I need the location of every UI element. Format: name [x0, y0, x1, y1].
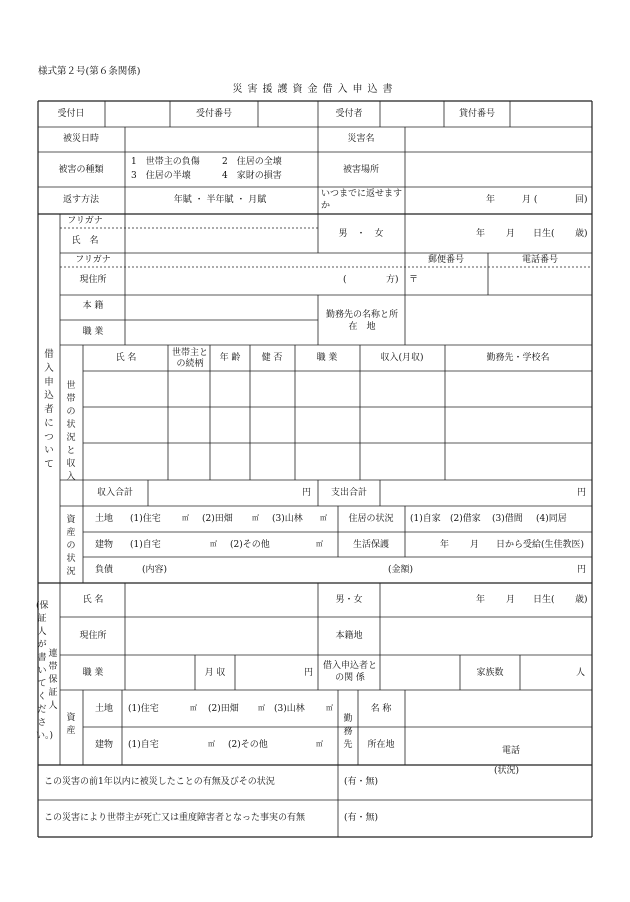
shunyu-yen: 円: [302, 488, 312, 498]
g-land-opt-1: (1)住宅: [128, 704, 159, 714]
assets-side-label: 資産の状況: [66, 515, 76, 578]
higai-basho-label: 被害場所: [342, 165, 380, 175]
g-shisan-label: 資産: [66, 713, 76, 737]
g-birth-nen: 年: [476, 595, 486, 605]
g-sex: 男・女: [335, 595, 363, 605]
shishutsu-yen: 円: [577, 488, 587, 498]
applicant-birth-sai: 歳): [575, 229, 588, 239]
fusai-label: 負債: [95, 565, 114, 575]
col-shimei: 氏 名: [115, 353, 137, 363]
col-shunyu: 収入(月収): [380, 353, 424, 363]
g-birth-tsuki: 月: [506, 595, 516, 605]
tatemono-label: 建物: [95, 540, 114, 550]
kinmu-saki-label: 勤務先の名称と所 在 地: [325, 310, 408, 333]
g-shimei-label: 氏 名: [82, 595, 104, 605]
kata-open: (: [343, 275, 347, 285]
g-land-unit-3: ㎡: [326, 704, 333, 712]
col-nenrei: 年 齢: [219, 353, 241, 363]
shishutsu-gokei-label: 支出合計: [330, 488, 368, 498]
col-shokugyo: 職 業: [316, 353, 338, 363]
land-opt-3: (3)山林: [272, 514, 303, 524]
applicant-birth-tsuki: 月: [506, 229, 516, 239]
land-unit-3: ㎡: [320, 514, 327, 522]
col-kenpi: 健 否: [261, 353, 283, 363]
yubin-label: 郵便番号: [427, 255, 465, 265]
hisai-nichiji-label: 被災日時: [62, 134, 100, 144]
kashitsuke-bango-label: 貸付番号: [458, 109, 496, 119]
g-land-unit-1: ㎡: [190, 704, 197, 712]
g-land-opt-2: (2)田畑: [208, 704, 239, 714]
housing-opt-4: (4)同居: [536, 514, 567, 524]
welfare-nen: 年: [440, 540, 450, 550]
uketsuke-bango-label: 受付番号: [195, 109, 233, 119]
past-disaster-umu: (有・無): [344, 777, 379, 787]
g-bldg-unit-2: ㎡: [316, 740, 323, 748]
jukyo-jokyo-label: 住居の状況: [348, 514, 394, 524]
land-unit-1: ㎡: [182, 514, 189, 522]
g-bldg-opt-1: (1)自宅: [128, 740, 159, 750]
housing-opt-3: (3)借間: [492, 514, 523, 524]
g-genjusho-label: 現住所: [79, 631, 107, 641]
fusai-naiyo: (内容): [142, 565, 168, 575]
postal-mark: 〒: [409, 275, 419, 285]
land-opt-1: (1)住宅: [130, 514, 161, 524]
damage-option-3: 3 住居の半壊: [131, 171, 191, 181]
past-disaster-label: この災害の前1年以内に被災したことの有無及びその状況: [44, 777, 275, 787]
g-tatemono-label: 建物: [95, 740, 114, 750]
seikatsu-hogo-label: 生活保護: [352, 540, 390, 550]
g-tochi-label: 土地: [95, 704, 114, 714]
col-kinmusaki: 勤務先・学校名: [486, 353, 550, 363]
g-kankei-label: 借入申込者との関 係: [322, 661, 377, 683]
g-gesshu-label: 月 収: [204, 668, 226, 678]
furigana2-label: フリガナ: [75, 255, 111, 265]
past-disaster-jokyo: (状況): [494, 766, 520, 776]
housing-opt-1: (1)自家: [410, 514, 441, 524]
land-opt-2: (2)田畑: [202, 514, 233, 524]
fusai-kingaku: (金額): [388, 565, 414, 575]
damage-option-2: 2 住居の全壊: [222, 157, 282, 167]
g-birth-sai: 歳): [575, 595, 588, 605]
g-land-opt-3: (3)山林: [274, 704, 305, 714]
g-bldg-opt-2: (2)その他: [228, 740, 268, 750]
tochi-label: 土地: [95, 514, 114, 524]
g-land-unit-2: ㎡: [258, 704, 265, 712]
g-shokugyo-label: 職 業: [82, 668, 104, 678]
kaesu-hoho-label: 返す方法: [62, 195, 100, 205]
land-unit-2: ㎡: [252, 514, 259, 522]
fusai-yen: 円: [577, 565, 587, 575]
applicant-birth-hi: 日生(: [533, 229, 555, 239]
repay-options: 年賦 ・ 半年賦 ・ 月賦: [173, 195, 267, 205]
bldg-opt-1: (1)自宅: [130, 540, 161, 550]
repay-nen: 年: [486, 195, 496, 205]
denwa-label: 電話番号: [521, 255, 559, 265]
shunyu-gokei-label: 収入合計: [96, 488, 134, 498]
g-kinmusaki-label: 勤務先: [343, 714, 353, 751]
applicant-sex: 男 ・ 女: [338, 229, 384, 239]
welfare-tsuki: 月: [470, 540, 480, 550]
g-nin: 人: [576, 668, 586, 678]
uketsuke-sha-label: 受付者: [335, 109, 363, 119]
g-denwa-label: 電話: [502, 746, 521, 756]
housing-opt-2: (2)借家: [450, 514, 481, 524]
g-honseki-label: 本籍地: [335, 631, 363, 641]
itsu-made-label: いつまでに返せますか: [321, 189, 403, 211]
applicant-birth-nen: 年: [476, 229, 486, 239]
genjusho-label: 現住所: [79, 275, 107, 285]
uketsuke-bi-label: 受付日: [57, 109, 85, 119]
repay-kai: 回): [575, 195, 588, 205]
household-side-label: 世帯の状況と収入: [66, 381, 76, 483]
repay-tsuki: 月 (: [522, 195, 538, 205]
kata-close: 方): [386, 275, 399, 285]
honseki-label: 本 籍: [82, 301, 104, 311]
form-number: 様式第２号(第６条関係): [38, 66, 141, 77]
g-shozaichi-label: 所在地: [367, 740, 395, 750]
bldg-unit-2: ㎡: [316, 540, 323, 548]
col-zokugara: 世帯主との続柄: [171, 348, 208, 370]
death-disability-umu: (有・無): [344, 813, 379, 823]
form-title: 災害援護資金借入申込書: [232, 84, 398, 95]
shimei-label: 氏 名: [71, 236, 99, 246]
damage-option-1: 1 世帯主の負傷: [131, 157, 200, 167]
g-birth-hi: 日生(: [533, 595, 555, 605]
bldg-opt-2: (2)その他: [230, 540, 270, 550]
bldg-unit-1: ㎡: [210, 540, 217, 548]
furigana-label: フリガナ: [67, 216, 103, 226]
death-disability-label: この災害により世帯主が死亡又は重度障害者となった事実の有無: [44, 813, 306, 823]
g-kazoku-label: 家族数: [476, 668, 504, 678]
damage-option-4: 4 家財の損害: [222, 171, 282, 181]
applicant-section-label: 借入申込者について: [44, 349, 54, 471]
welfare-text: 日から受給(生佳教医): [496, 540, 585, 550]
shokugyo-label: 職 業: [82, 327, 104, 337]
guarantor-section-label: 連帯保証人: [48, 649, 58, 712]
g-gesshu-yen: 円: [304, 668, 314, 678]
g-bldg-unit-1: ㎡: [208, 740, 215, 748]
g-meisho-label: 名 称: [370, 704, 392, 714]
higai-shurui-label: 被害の種類: [58, 165, 104, 175]
saigai-mei-label: 災害名: [347, 134, 375, 144]
guarantor-note: (保証人が書いてください。): [36, 601, 54, 742]
